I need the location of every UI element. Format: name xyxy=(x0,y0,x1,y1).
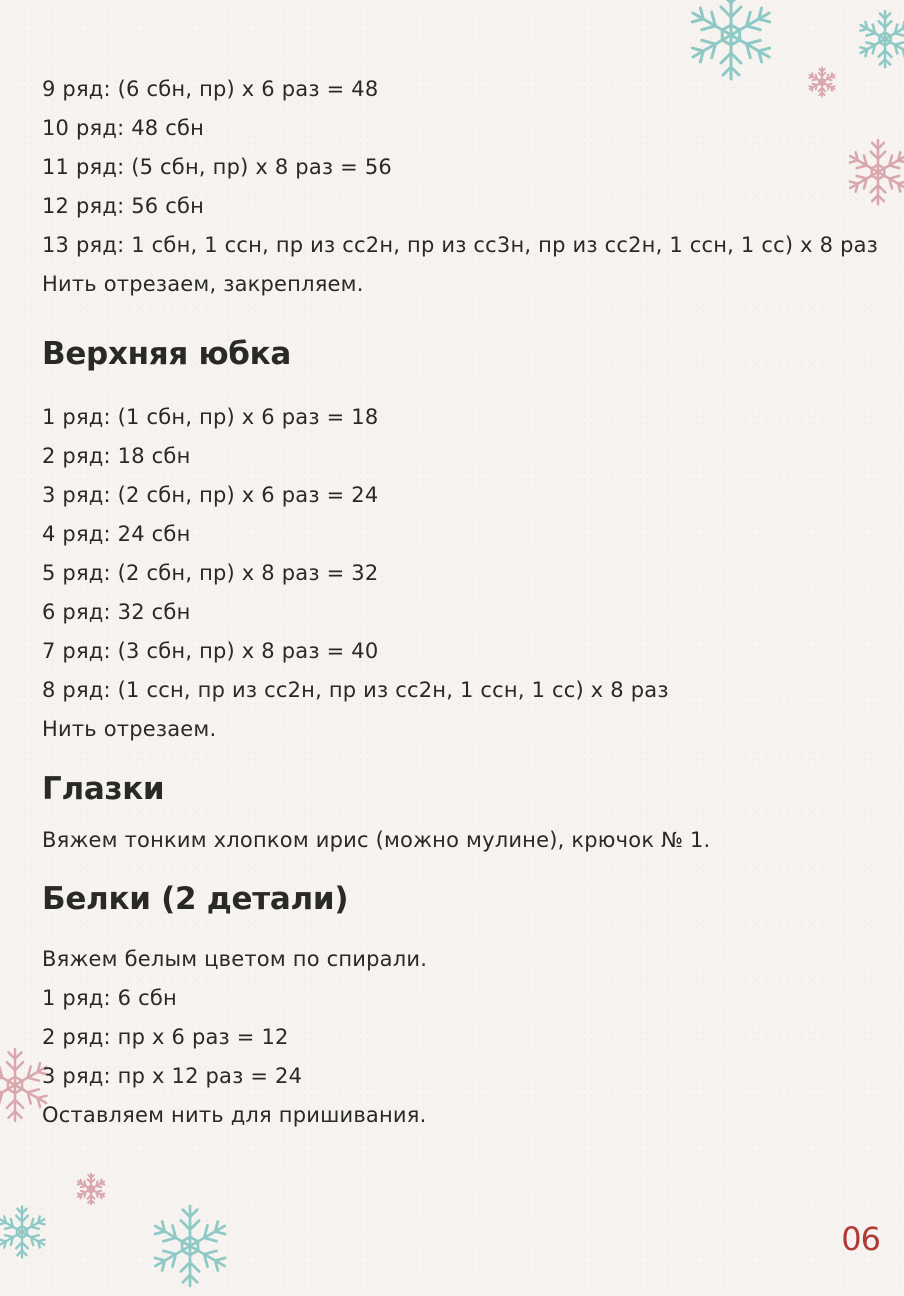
text-line: 13 ряд: 1 сбн, 1 ссн, пр из сс2н, пр из сс3н, пр из сс2н, 1 ссн, 1 сс) х 8 раз xyxy=(42,233,879,257)
text-line: Вяжем белым цветом по спирали. xyxy=(42,947,428,971)
top-block xyxy=(42,70,879,304)
text-line: Нить отрезаем. xyxy=(42,717,217,741)
page-number: 06 xyxy=(841,1220,880,1258)
text-line: Нить отрезаем, закрепляем. xyxy=(42,272,364,296)
text-line: 6 ряд: 32 сбн xyxy=(42,600,191,624)
text-line: 1 ряд: (1 сбн, пр) х 6 раз = 18 xyxy=(42,405,379,429)
text-line: 9 ряд: (6 сбн, пр) х 6 раз = 48 xyxy=(42,77,379,101)
snowflake-icon xyxy=(0,1200,54,1264)
section-heading-skirt: Верхняя юбка xyxy=(42,336,292,372)
text-line: 11 ряд: (5 сбн, пр) х 8 раз = 56 xyxy=(42,155,392,179)
text-line: 1 ряд: 6 сбн xyxy=(42,986,177,1010)
text-line: 8 ряд: (1 ссн, пр из сс2н, пр из сс2н, 1 ссн, 1 сс) х 8 раз xyxy=(42,678,669,702)
text-line: 3 ряд: (2 сбн, пр) х 6 раз = 24 xyxy=(42,483,379,507)
snowflake-icon xyxy=(72,1170,110,1208)
snowflake-icon xyxy=(838,132,904,212)
text-line: Оставляем нить для пришивания. xyxy=(42,1103,427,1127)
section-heading-whites: Белки (2 детали) xyxy=(42,881,349,917)
snowflake-icon xyxy=(140,1196,240,1296)
text-line: 2 ряд: 18 сбн xyxy=(42,444,191,468)
snowflake-icon xyxy=(850,4,904,74)
whites-section xyxy=(42,940,842,1135)
text-line: 2 ряд: пр х 6 раз = 12 xyxy=(42,1025,289,1049)
eyes-section xyxy=(42,821,842,860)
text-line: 10 ряд: 48 сбн xyxy=(42,116,205,140)
text-line: 3 ряд: пр х 12 раз = 24 xyxy=(42,1064,303,1088)
document-content xyxy=(42,70,879,1135)
text-line: 12 ряд: 56 сбн xyxy=(42,194,205,218)
skirt-section xyxy=(42,398,842,749)
text-line: 5 ряд: (2 сбн, пр) х 8 раз = 32 xyxy=(42,561,379,585)
text-line: 4 ряд: 24 сбн xyxy=(42,522,191,546)
text-line: Вяжем тонким хлопком ирис (можно мулине), крючок № 1. xyxy=(42,828,711,852)
section-heading-eyes: Глазки xyxy=(42,771,165,807)
text-line: 7 ряд: (3 сбн, пр) х 8 раз = 40 xyxy=(42,639,379,663)
